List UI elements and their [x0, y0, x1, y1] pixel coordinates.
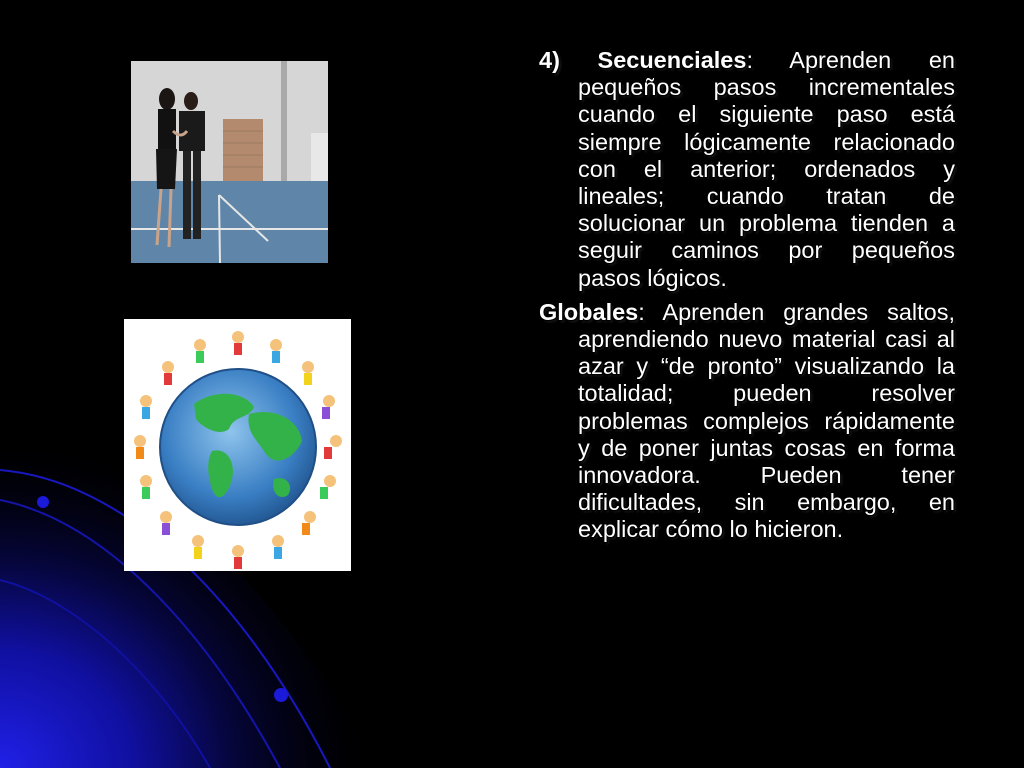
body-globales: : Aprenden grandes saltos, aprendiendo nuevo material casi al azar y “de pronto” visualizando la totalidad; pueden resolver problemas complejos rápidamente y de poner juntas cosas en forma innovadora. Pueden tener dificultades, sin embargo, en explicar cómo lo hicieron. — [578, 298, 955, 543]
body-secuenciales: : Aprenden en pequeños pasos incrementales cuando el siguiente paso está siempre lógicamente relacionado con el anterior; ordenados y lineales; cuando tratan de solucionar un problema tienden a seguir caminos por pequeños pasos lógicos. — [578, 47, 955, 291]
decor-dot — [274, 688, 288, 702]
paragraph-secuenciales — [539, 47, 955, 292]
term-globales: Globales — [539, 298, 639, 325]
world-children-globe-image — [124, 319, 351, 571]
dancers-photo — [131, 61, 328, 263]
paragraph-globales — [539, 299, 955, 544]
term-secuenciales: 4) Secuenciales — [539, 47, 747, 73]
decor-dot — [37, 496, 49, 508]
slide-text-block — [539, 47, 955, 551]
